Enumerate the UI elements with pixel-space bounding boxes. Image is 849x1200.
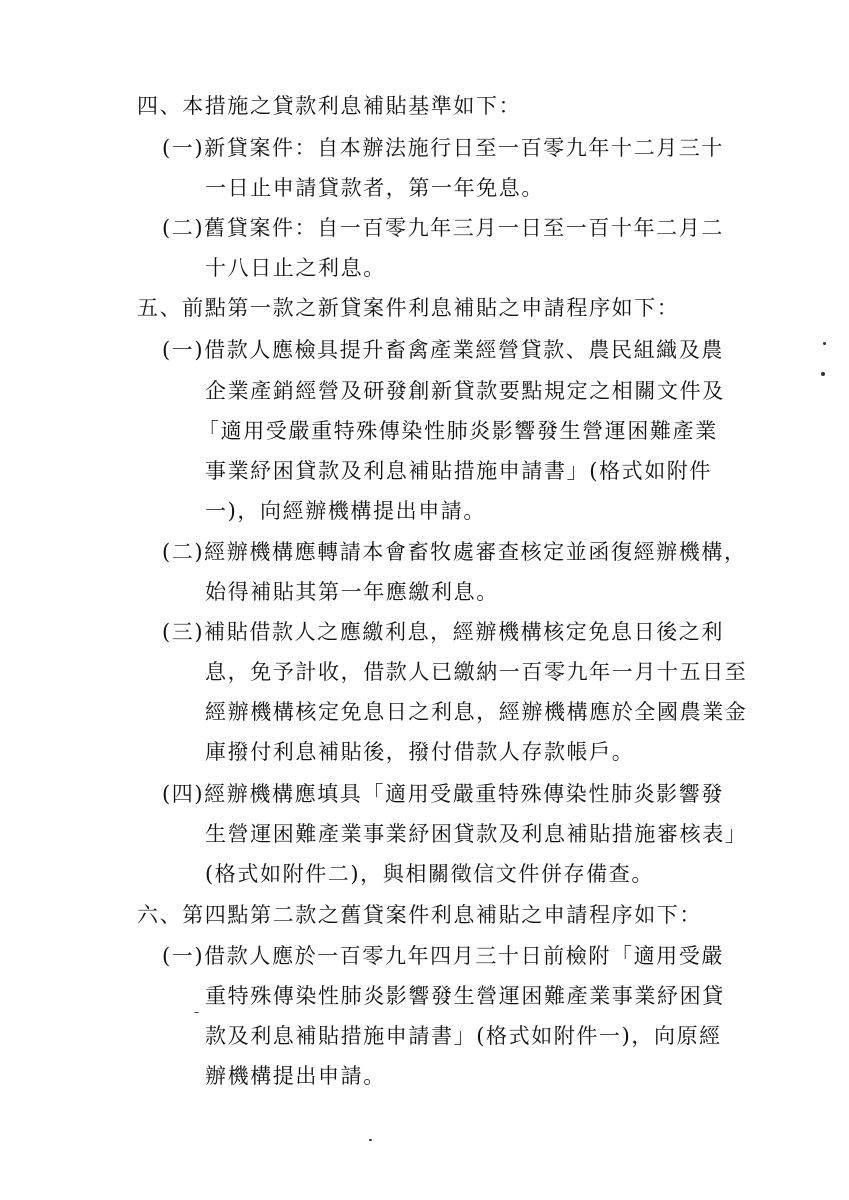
section-4-item-2-line-1: (二)舊貸案件：自一百零九年三月一日至一百十年二月二	[162, 216, 724, 240]
section-heading-4: 四、本措施之貸款利息補貼基準如下：	[137, 94, 522, 118]
section-6-item-1-line-2: 重特殊傳染性肺炎影響發生營運困難產業事業紓困貸	[205, 984, 725, 1008]
section-5-item-3-line-3: 經辦機構核定免息日之利息，經辦機構應於全國農業金	[205, 700, 748, 724]
section-5-item-2-line-1: (二)經辦機構應轉請本會畜牧處審查核定並函復經辦機構，	[162, 540, 747, 564]
section-4-item-1-line-2: 一日止申請貸款者，第一年免息。	[205, 176, 544, 200]
section-5-item-4-line-1: (四)經辦機構應填具「適用受嚴重特殊傳染性肺炎影響發	[162, 782, 724, 806]
section-heading-5: 五、前點第一款之新貸案件利息補貼之申請程序如下：	[137, 296, 680, 320]
section-5-item-1-line-4: 事業紓困貸款及利息補貼措施申請書」(格式如附件	[205, 459, 712, 483]
section-5-item-1-line-5: 一)，向經辦機構提出申請。	[205, 499, 486, 523]
section-5-item-4-line-3: (格式如附件二)，與相關徵信文件併存備查。	[205, 862, 654, 886]
section-5-item-3-line-4: 庫撥付利息補貼後，撥付借款人存款帳戶。	[205, 740, 635, 764]
section-4-item-1-line-1: (一)新貸案件：自本辦法施行日至一百零九年十二月三十	[162, 136, 724, 160]
section-5-item-3-line-2: 息，免予計收，借款人已繳納一百零九年一月十五日至	[205, 660, 748, 684]
scan-speck	[821, 372, 825, 376]
section-5-item-1-line-3: 「適用受嚴重特殊傳染性肺炎影響發生營運困難產業	[198, 419, 718, 443]
scan-speck	[823, 342, 826, 345]
section-5-item-1-line-1: (一)借款人應檢具提升畜禽產業經營貸款、農民組織及農	[162, 338, 724, 362]
section-heading-6: 六、第四點第二款之舊貸案件利息補貼之申請程序如下：	[137, 903, 702, 927]
section-5-item-2-line-2: 始得補貼其第一年應繳利息。	[205, 580, 499, 604]
section-5-item-4-line-2: 生營運困難產業事業紓困貸款及利息補貼措施審核表」	[205, 822, 748, 846]
section-6-item-1-line-4: 辦機構提出申請。	[205, 1064, 386, 1088]
section-6-item-1-line-1: (一)借款人應於一百零九年四月三十日前檢附「適用受嚴	[162, 944, 724, 968]
section-5-item-3-line-1: (三)補貼借款人之應繳利息，經辦機構核定免息日後之利	[162, 620, 724, 644]
section-5-item-1-line-2: 企業產銷經營及研發創新貸款要點規定之相關文件及	[205, 379, 725, 403]
scan-speck	[194, 1012, 199, 1013]
section-4-item-2-line-2: 十八日止之利息。	[205, 256, 386, 280]
scan-speck	[369, 1139, 372, 1141]
section-6-item-1-line-3: 款及利息補貼措施申請書」(格式如附件一)，向原經	[205, 1024, 722, 1048]
